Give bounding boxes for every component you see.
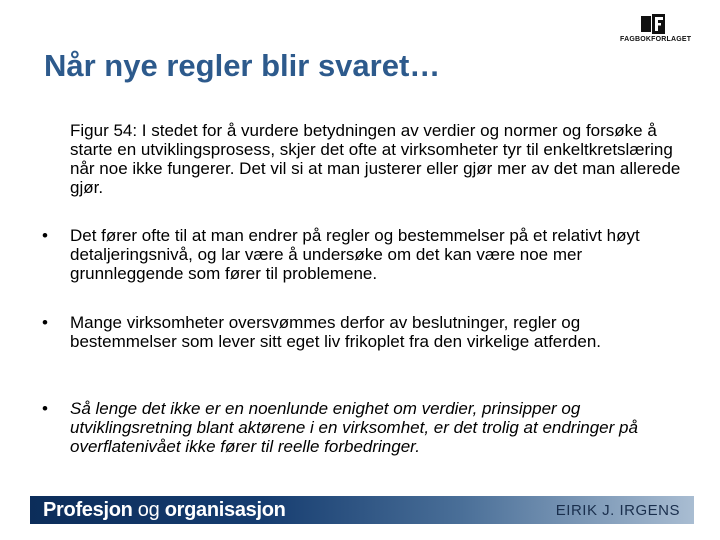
figure-caption: Figur 54: I stedet for å vurdere betydningen av verdier og normer og forsøke å starte en utviklingsprosess, skjer det ofte at virksomheter tyr til enkeltkretslæring når noe ikke fungerer. Det vil si at man justerer eller gjør mer av det man allerede gjør. <box>70 121 681 197</box>
publisher-logo <box>620 14 692 48</box>
book-title <box>43 499 286 522</box>
publisher-logo-text: FAGBOKFORLAGET <box>620 36 692 43</box>
author-name: EIRIK J. IRGENS <box>555 502 680 519</box>
bullet-marker: • <box>42 313 48 332</box>
bullet-marker: • <box>42 226 48 245</box>
bullet-item: Så lenge det ikke er en noenlunde enighet om verdier, prinsipper og utviklingsretning blant aktørene i en virksomhet, er det trolig at endringer på overflatenivået ikke fører til reelle forbedringer. <box>70 399 638 456</box>
book-title-part: og <box>132 499 165 521</box>
slide-title: Når nye regler blir svaret… <box>44 48 441 83</box>
footer-banner <box>30 496 694 524</box>
bullet-item: Mange virksomheter oversvømmes derfor av beslutninger, regler og bestemmelser som lever sitt eget liv frikoplet fra den virkelige atferden. <box>70 313 602 351</box>
book-logo-icon <box>641 14 665 34</box>
book-title-part: Profesjon <box>43 499 133 521</box>
bullet-item: Det fører ofte til at man endrer på regler og bestemmelser på et relativt høyt detaljeringsnivå, og lar være å undersøke om det kan være noe mer grunnleggende som fører til problemene. <box>70 226 640 283</box>
bullet-marker: • <box>42 399 48 418</box>
book-title-part: organisasjon <box>164 499 286 521</box>
